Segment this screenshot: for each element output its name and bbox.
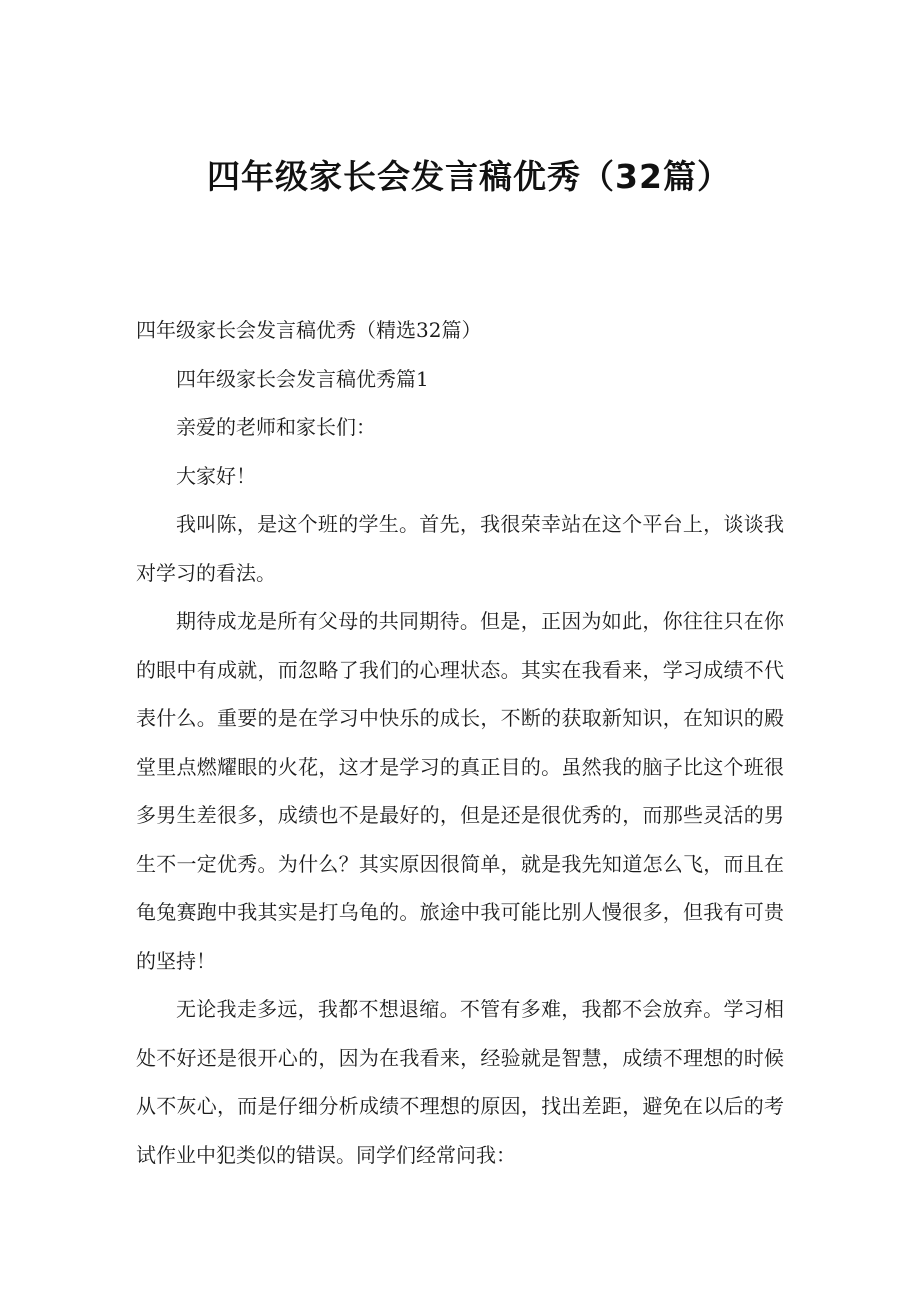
document-title: 四年级家长会发言稿优秀（32篇） — [207, 157, 731, 196]
paragraph: 大家好！ — [176, 463, 256, 488]
document-body — [136, 306, 784, 1179]
paragraph: 四年级家长会发言稿优秀（精选32篇） — [136, 318, 482, 342]
paragraph: 四年级家长会发言稿优秀篇1 — [176, 366, 429, 391]
paragraph: 我叫陈，是这个班的学生。首先，我很荣幸站在这个平台上，谈谈我对学习的看法。 — [136, 512, 784, 585]
paragraph: 无论我走多远，我都不想退缩。不管有多难，我都不会放弃。学习相处不好还是很开心的，因为在我看来，经验就是智慧，成绩不理想的时候从不灰心，而是仔细分析成绩不理想的原因，找出差距，避免在以后的考试作业中犯类似的错误。同学们经常问我： — [136, 997, 784, 1167]
paragraph: 期待成龙是所有父母的共同期待。但是，正因为如此，你往往只在你的眼中有成就，而忽略了我们的心理状态。其实在我看来，学习成绩不代表什么。重要的是在学习中快乐的成长，不断的获取新知识，在知识的殿堂里点燃耀眼的火花，这才是学习的真正目的。虽然我的脑子比这个班很多男生差很多，成绩也不是最好的，但是还是很优秀的，而那些灵活的男生不一定优秀。为什么？其实原因很简单，就是我先知道怎么飞，而且在龟兔赛跑中我其实是打乌龟的。旅途中我可能比别人慢很多，但我有可贵的坚持！ — [136, 609, 784, 973]
paragraph: 亲爱的老师和家长们： — [176, 415, 376, 439]
